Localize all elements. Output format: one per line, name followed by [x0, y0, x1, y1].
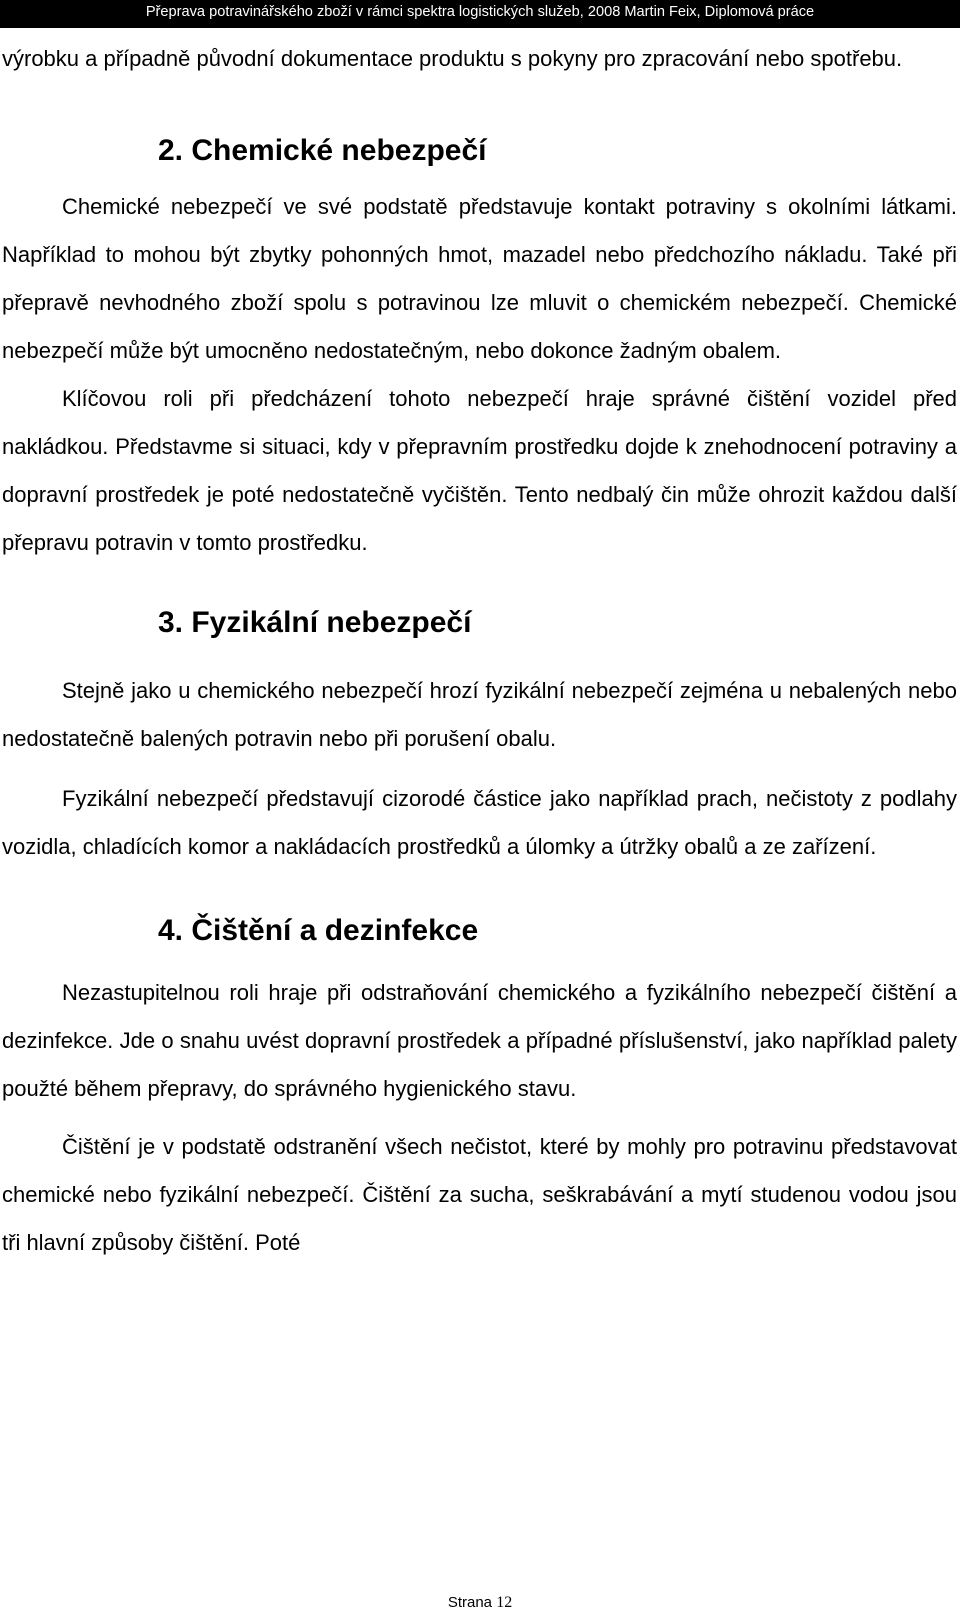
page-label: Strana	[447, 1594, 493, 1611]
paragraph-physical-2: Fyzikální nebezpečí představují cizorodé částice jako například prach, nečistoty z podlahy vozidla, chladících komor a nakládacích prostředků a úlomky a útržky obalů a ze zařízení.	[2, 786, 957, 859]
running-header	[0, 0, 960, 28]
paragraph-physical-1: Stejně jako u chemického nebezpečí hrozí fyzikální nebezpečí zejména u nebalených nebo nedostatečně balených potravin nebo při porušení obalu.	[2, 678, 957, 751]
running-header-title: Přeprava potravinářského zboží v rámci spektra logistických služeb, 2008 Martin Feix, Diplomová práce	[145, 4, 815, 20]
page-number: 12	[496, 1594, 513, 1611]
paragraph-continued: výrobku a případně původní dokumentace produktu s pokyny pro zpracování nebo spotřebu.	[2, 46, 903, 71]
page-body	[2, 35, 957, 1267]
spacer	[2, 871, 957, 911]
section-heading-physical: 3. Fyzikální nebezpečí	[158, 606, 472, 639]
spacer	[2, 83, 957, 131]
paragraph-cleaning-1: Nezastupitelnou roli hraje při odstraňování chemického a fyzikálního nebezpečí čištění a dezinfekce. Jde o snahu uvést dopravní prostředek a případné příslušenství, jako například palety použté během přepravy, do správného hygienického stavu.	[2, 980, 957, 1101]
paragraph-chemical-1: Chemické nebezpečí ve své podstatě představuje kontakt potraviny s okolními látkami. Například to mohou být zbytky pohonných hmot, mazadel nebo předchozího nákladu. Také při přepravě nevhodného zboží spolu s potravinou lze mluvit o chemickém nebezpečí. Chemické nebezpečí může být umocněno nedostatečným, nebo dokonce žadným obalem.	[2, 194, 957, 363]
section-heading-chemical: 2. Chemické nebezpečí	[158, 134, 487, 167]
paragraph-cleaning-2: Čištění je v podstatě odstranění všech nečistot, které by mohly pro potravinu představovat chemické nebo fyzikální nebezpečí. Čištění za sucha, seškrabávání a mytí studenou vodou jsou tři hlavní způsoby čištění. Poté	[2, 1134, 957, 1255]
page-footer	[0, 1594, 960, 1612]
section-heading-cleaning: 4. Čištění a dezinfekce	[158, 914, 479, 947]
spacer	[2, 567, 957, 603]
paragraph-chemical-2: Klíčovou roli při předcházení tohoto nebezpečí hraje správné čištění vozidel před nakládkou. Představme si situaci, kdy v přepravním prostředku dojde k znehodnocení potraviny a dopravní prostředek je poté nedostatečně vyčištěn. Tento nedbalý čin může ohrozit každou další přepravu potravin v tomto prostředku.	[2, 386, 957, 555]
